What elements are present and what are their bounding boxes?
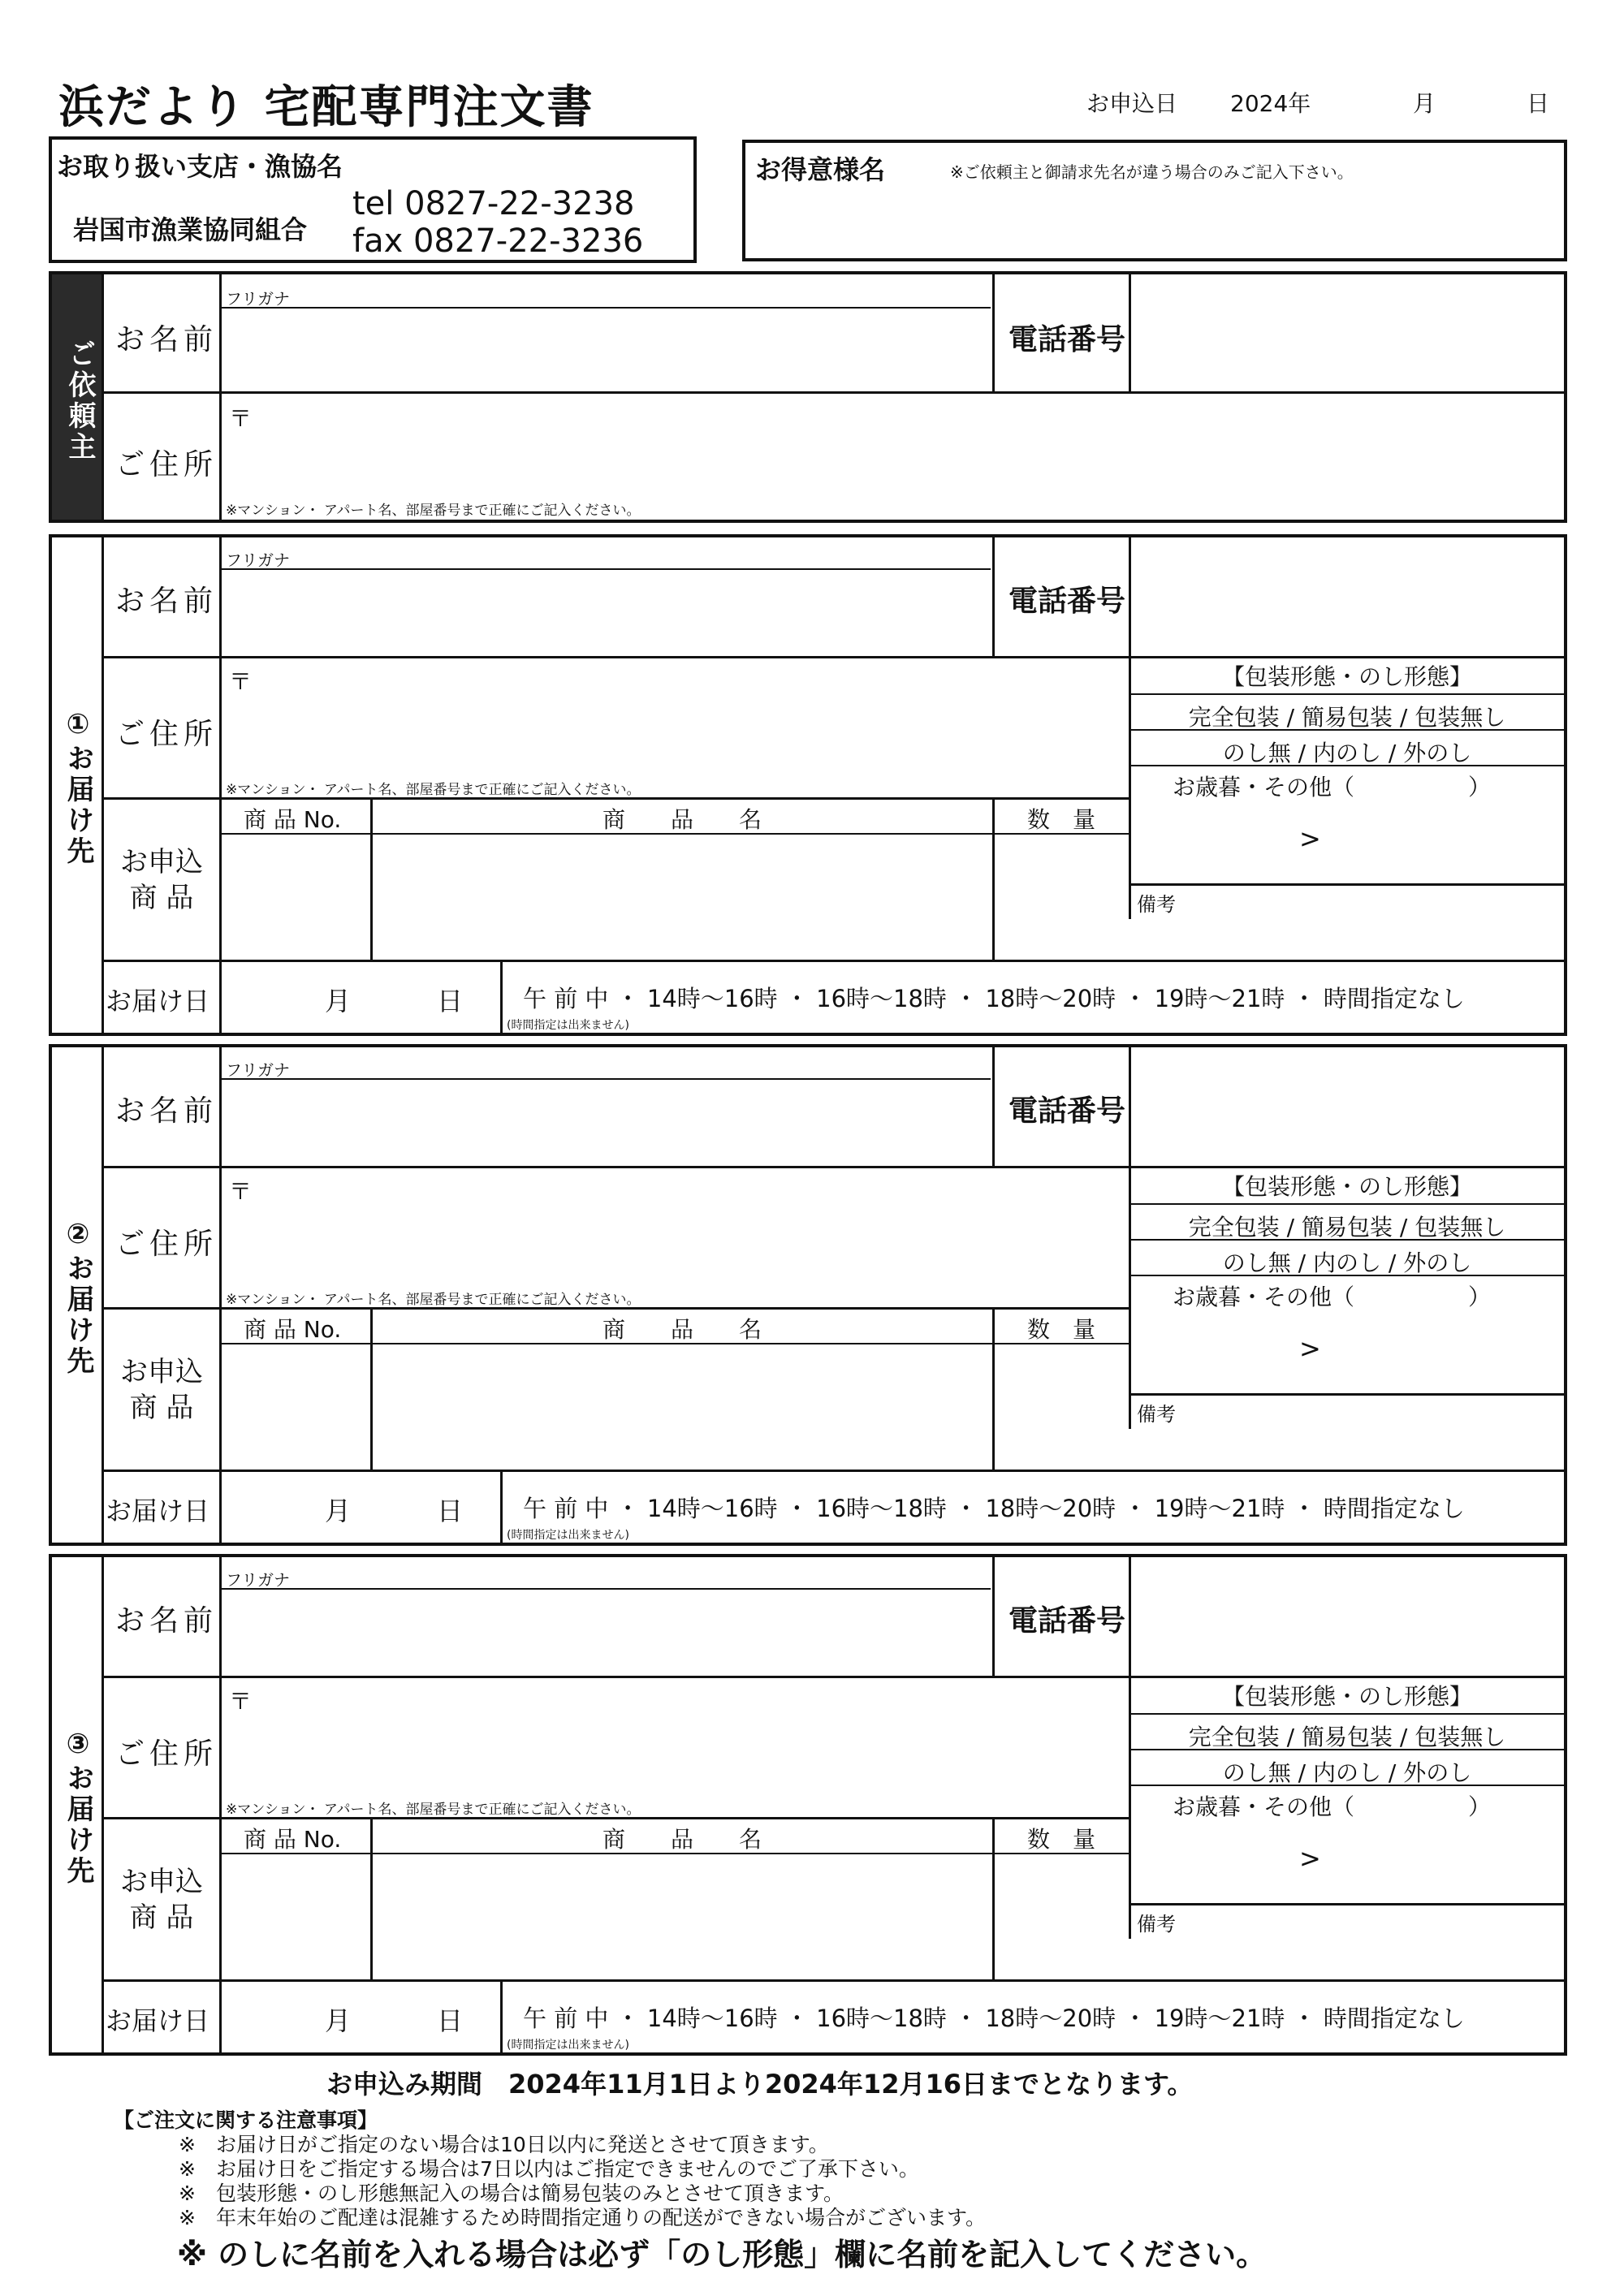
dest-address-label: ご住所 (115, 718, 218, 751)
dest-phone-label: 電話番号 (1009, 585, 1126, 618)
delivery-date-label: お届け日 (106, 986, 210, 1016)
delivery-time-note: (時間指定は出来ません) (507, 1529, 629, 1542)
dest-postal-mark: 〒 (229, 668, 253, 695)
product-name-field[interactable] (374, 1856, 991, 1978)
wrap-option-other[interactable]: お歳暮・その他（ ） (1173, 1284, 1492, 1310)
apply-date-label: お申込日 (1086, 90, 1178, 117)
delivery-month[interactable]: 月 (325, 1495, 352, 1526)
order-label: お申込 商 品 (120, 1866, 203, 1934)
requester-name-field[interactable] (221, 310, 991, 390)
note-item: ※ 包装形態・のし形態無記入の場合は簡易包装のみとさせて頂きます。 (179, 2182, 844, 2205)
customer-box (742, 140, 1567, 261)
wrap-title: 【包装形態・のし形態】 (1221, 663, 1472, 690)
destination-side-label: ①お届け先 (62, 708, 94, 867)
quantity-field[interactable] (996, 1856, 1127, 1978)
requester-address-field[interactable] (221, 395, 1562, 490)
note-item: ※ 年末年始のご配達は混雑するため時間指定通りの配送ができない場合がございます。 (179, 2206, 986, 2229)
col-quantity: 数 量 (1026, 806, 1095, 833)
dest-address-note: ※マンション・ アパート名、部屋番号まで正確にご記入ください。 (226, 782, 641, 798)
application-period: お申込み期間 2024年11月1日より2024年12月16日までとなります。 (326, 2069, 1194, 2100)
dest-phone-label: 電話番号 (1009, 1604, 1126, 1638)
branch-box (49, 136, 697, 263)
col-product-no: 商 品 No. (244, 1316, 342, 1343)
requester-sidebar (52, 274, 102, 520)
delivery-time-slots[interactable]: 午 前 中 ・ 14時〜16時 ・ 16時〜18時 ・ 18時〜20時 ・ 19時〜21時 ・ 時間指定なし (523, 985, 1465, 1012)
delivery-time-slots[interactable]: 午 前 中 ・ 14時〜16時 ・ 16時〜18時 ・ 18時〜20時 ・ 19時〜21時 ・ 時間指定なし (523, 1495, 1465, 1522)
requester-furigana-label: フリガナ (226, 289, 290, 309)
product-no-field[interactable] (221, 1346, 370, 1468)
dest-furigana-label: フリガナ (226, 1060, 290, 1080)
wrap-option-noshi[interactable]: のし無 / 内のし / 外のし (1222, 1249, 1472, 1276)
product-name-field[interactable] (374, 1346, 991, 1468)
delivery-day[interactable]: 日 (437, 2005, 464, 2036)
branch-name: 岩国市漁業協同組合 (73, 214, 308, 245)
wrap-arrow: > (1299, 823, 1321, 854)
dest-address-field[interactable] (221, 659, 1129, 757)
dest-name-field[interactable] (221, 1591, 991, 1672)
quantity-field[interactable] (996, 836, 1127, 958)
quantity-field[interactable] (996, 1346, 1127, 1468)
page-title: 浜だより 宅配専門注文書 (58, 81, 594, 134)
destination-side-label: ③お届け先 (62, 1728, 94, 1887)
delivery-day[interactable]: 日 (437, 986, 464, 1016)
customer-note: ※ご依頼主と御請求先名が違う場合のみご記入下さい。 (950, 162, 1354, 182)
delivery-month[interactable]: 月 (325, 2005, 352, 2036)
delivery-day[interactable]: 日 (437, 1495, 464, 1526)
col-product-name: 商 品 名 (602, 1316, 762, 1343)
wrap-option-other[interactable]: お歳暮・その他（ ） (1173, 1793, 1492, 1820)
remarks-field[interactable] (1132, 1421, 1562, 1468)
dest-address-field[interactable] (221, 1169, 1129, 1267)
dest-name-field[interactable] (221, 1081, 991, 1163)
order-label: お申込 商 品 (120, 846, 203, 914)
apply-date-month-unit: 月 (1413, 90, 1436, 117)
requester-section (49, 271, 1567, 523)
dest-name-field[interactable] (221, 572, 991, 653)
destination-side-label: ②お届け先 (62, 1218, 94, 1377)
destination-section-2 (49, 1044, 1567, 1546)
requester-furigana-field[interactable] (221, 279, 991, 307)
dest-name-label: お名前 (115, 585, 218, 618)
dest-phone-field[interactable] (1132, 541, 1562, 653)
col-quantity: 数 量 (1026, 1826, 1095, 1853)
order-label: お申込 商 品 (120, 1356, 203, 1424)
note-item: ※ お届け日がご指定のない場合は10日以内に発送とさせて頂きます。 (179, 2133, 829, 2156)
remarks-field[interactable] (1132, 1931, 1562, 1978)
product-no-field[interactable] (221, 836, 370, 958)
dest-phone-label: 電話番号 (1009, 1094, 1126, 1128)
noshi-name-note: ※ のしに名前を入れる場合は必ず「のし形態」欄に名前を記入してください。 (177, 2237, 1268, 2272)
dest-address-note: ※マンション・ アパート名、部屋番号まで正確にご記入ください。 (226, 1802, 641, 1818)
wrap-option-packaging[interactable]: 完全包装 / 簡易包装 / 包装無し (1188, 704, 1506, 731)
wrap-arrow: > (1299, 1333, 1321, 1364)
requester-address-note: ※マンション・ アパート名、部屋番号まで正確にご記入ください。 (226, 503, 641, 519)
col-product-name: 商 品 名 (602, 806, 762, 833)
dest-furigana-field[interactable] (221, 1560, 991, 1588)
wrap-option-packaging[interactable]: 完全包装 / 簡易包装 / 包装無し (1188, 1724, 1506, 1750)
customer-label: お得意様名 (755, 154, 886, 185)
dest-postal-mark: 〒 (229, 1688, 253, 1715)
requester-phone-field[interactable] (1132, 278, 1562, 390)
remarks-label: 備考 (1137, 1913, 1176, 1936)
dest-name-label: お名前 (115, 1094, 218, 1128)
destination-section-3 (49, 1554, 1567, 2056)
dest-address-field[interactable] (221, 1679, 1129, 1776)
col-product-name: 商 品 名 (602, 1826, 762, 1853)
wrap-option-noshi[interactable]: のし無 / 内のし / 外のし (1222, 740, 1472, 766)
destination-section-1 (49, 534, 1567, 1036)
requester-postal-mark: 〒 (229, 405, 253, 432)
remarks-label: 備考 (1137, 893, 1176, 916)
product-no-field[interactable] (221, 1856, 370, 1978)
requester-phone-label: 電話番号 (1009, 323, 1126, 356)
dest-name-label: お名前 (115, 1604, 218, 1638)
dest-postal-mark: 〒 (229, 1178, 253, 1205)
dest-furigana-field[interactable] (221, 541, 991, 568)
apply-date-day-unit: 日 (1527, 90, 1550, 117)
remarks-field[interactable] (1132, 911, 1562, 958)
col-product-no: 商 品 No. (244, 1826, 342, 1853)
note-item: ※ お届け日をご指定する場合は7日以内はご指定できませんのでご了承下さい。 (179, 2157, 919, 2181)
remarks-label: 備考 (1137, 1403, 1176, 1426)
wrap-option-packaging[interactable]: 完全包装 / 簡易包装 / 包装無し (1188, 1214, 1506, 1241)
delivery-date-label: お届け日 (106, 2005, 210, 2036)
wrap-title: 【包装形態・のし形態】 (1221, 1173, 1472, 1200)
notes-title: 【ご注文に関する注意事項】 (114, 2108, 378, 2132)
branch-tel: tel 0827-22-3238 (352, 185, 635, 222)
wrap-option-noshi[interactable]: のし無 / 内のし / 外のし (1222, 1759, 1472, 1786)
delivery-date-label: お届け日 (106, 1495, 210, 1526)
dest-address-label: ご住所 (115, 1228, 218, 1261)
customer-name-field[interactable] (745, 192, 1564, 258)
requester-side-label: ご依頼主 (63, 339, 96, 463)
dest-furigana-label: フリガナ (226, 550, 290, 570)
delivery-time-note: (時間指定は出来ません) (507, 1019, 629, 1032)
dest-furigana-field[interactable] (221, 1051, 991, 1078)
dest-furigana-label: フリガナ (226, 1570, 290, 1590)
wrap-option-other[interactable]: お歳暮・その他（ ） (1173, 774, 1492, 801)
requester-address-label: ご住所 (115, 448, 218, 481)
delivery-time-slots[interactable]: 午 前 中 ・ 14時〜16時 ・ 16時〜18時 ・ 18時〜20時 ・ 19時〜21時 ・ 時間指定なし (523, 2005, 1465, 2032)
col-quantity: 数 量 (1026, 1316, 1095, 1343)
dest-address-note: ※マンション・ アパート名、部屋番号まで正確にご記入ください。 (226, 1292, 641, 1308)
delivery-month[interactable]: 月 (325, 986, 352, 1016)
dest-address-label: ご住所 (115, 1737, 218, 1771)
apply-date-year: 2024年 (1230, 90, 1311, 117)
wrap-arrow: > (1299, 1843, 1321, 1874)
col-product-no: 商 品 No. (244, 806, 342, 833)
branch-label: お取り扱い支店・漁協名 (57, 151, 343, 182)
dest-phone-field[interactable] (1132, 1051, 1562, 1163)
product-name-field[interactable] (374, 836, 991, 958)
branch-fax: fax 0827-22-3236 (352, 222, 644, 260)
wrap-title: 【包装形態・のし形態】 (1221, 1683, 1472, 1710)
delivery-time-note: (時間指定は出来ません) (507, 2039, 629, 2052)
dest-phone-field[interactable] (1132, 1560, 1562, 1672)
requester-name-label: お名前 (115, 323, 218, 356)
